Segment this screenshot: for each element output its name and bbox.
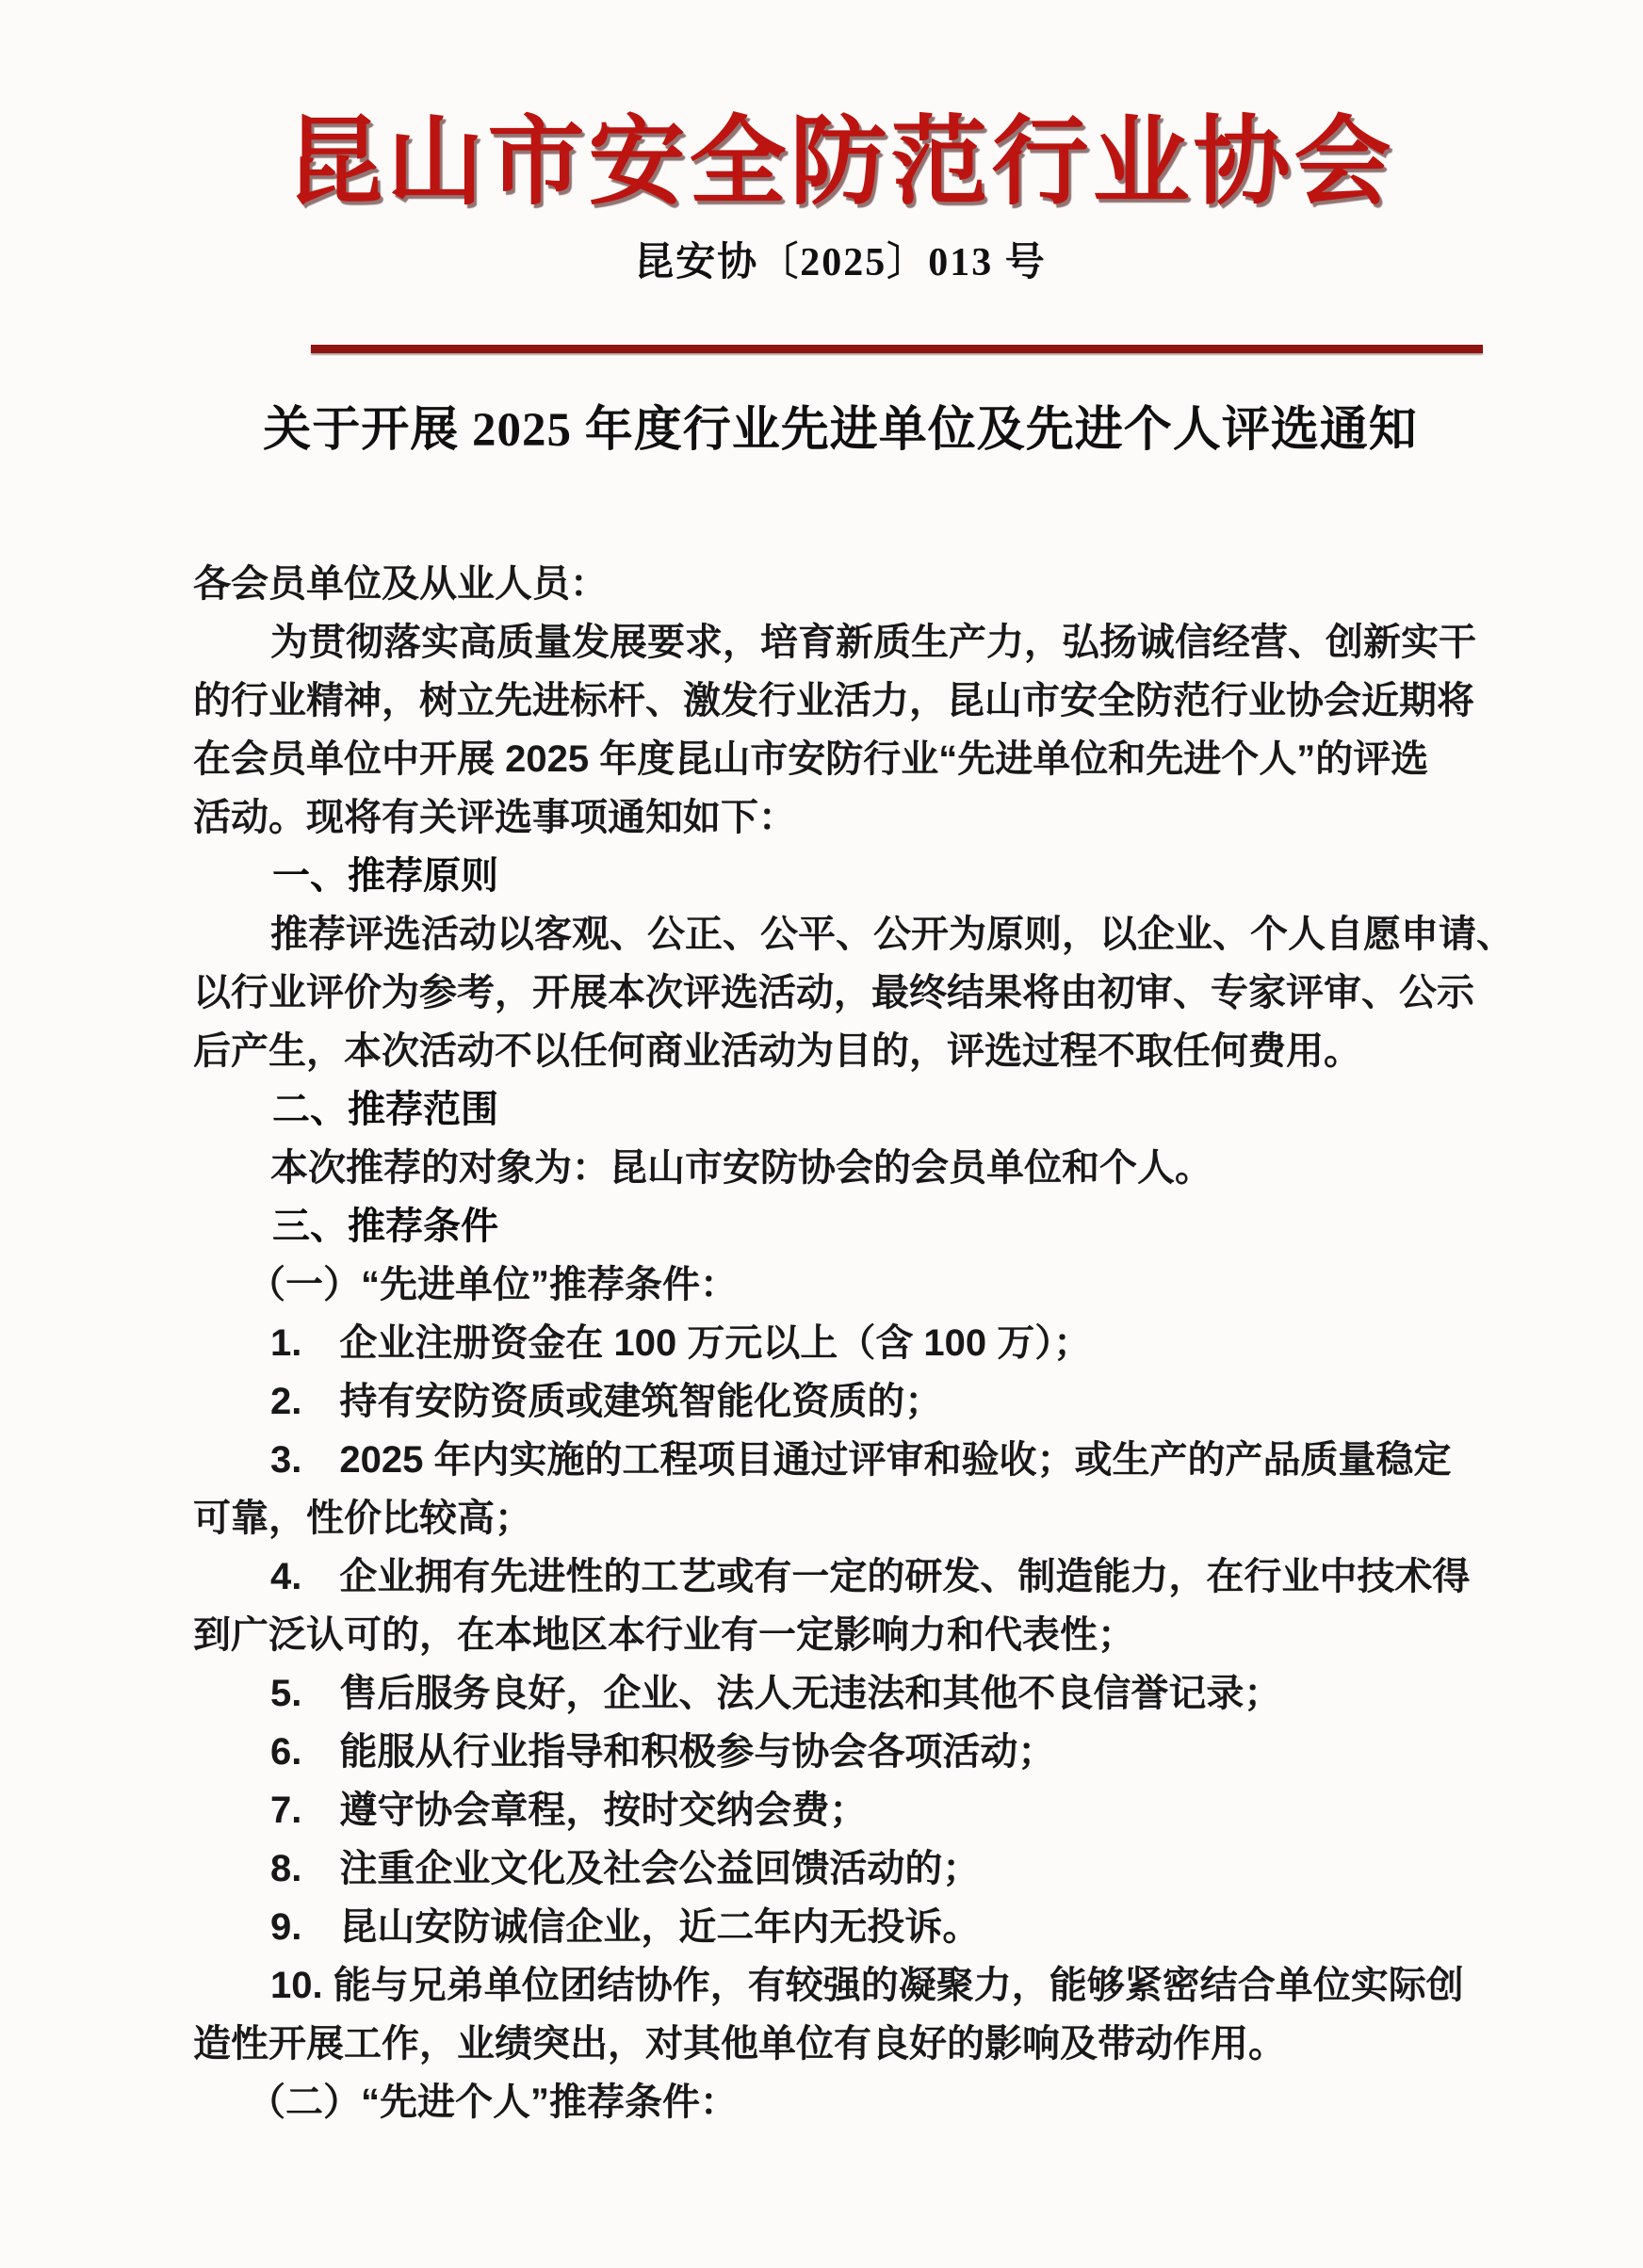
body-line: 推荐评选活动以客观、公正、公平、公开为原则，以企业、个人自愿申请、 xyxy=(270,913,1514,955)
org-title: 昆山市安全防范行业协会 xyxy=(285,109,1395,217)
body-line: 造性开展工作，业绩突出，对其他单位有良好的影响及带动作用。 xyxy=(193,2022,1286,2065)
document-body xyxy=(193,555,1514,2131)
body-line: 本次推荐的对象为：昆山市安防协会的会员单位和个人。 xyxy=(270,1146,1212,1189)
body-line: 可靠，性价比较高； xyxy=(193,1497,532,1539)
body-line: （一）“先进单位”推荐条件： xyxy=(248,1263,738,1305)
body-line: 1. 企业注册资金在 100 万元以上（含 100 万）； xyxy=(270,1321,1092,1364)
body-line: 6. 能服从行业指导和积极参与协会各项活动； xyxy=(270,1730,1056,1773)
body-line: 的行业精神，树立先进标杆、激发行业活力，昆山市安全防范行业协会近期将 xyxy=(193,679,1474,721)
body-line: 以行业评价为参考，开展本次评选活动，最终结果将由初审、专家评审、公示 xyxy=(193,971,1474,1013)
body-line: 后产生，本次活动不以任何商业活动为目的，评选过程不取任何费用。 xyxy=(193,1029,1361,1072)
body-line: 10. 能与兄弟单位团结协作，有较强的凝聚力，能够紧密结合单位实际创 xyxy=(270,1964,1464,2006)
body-line: 3. 2025 年内实施的工程项目通过评审和验收；或生产的产品质量稳定 xyxy=(270,1438,1452,1481)
body-line: （二）“先进个人”推荐条件： xyxy=(248,2081,738,2123)
body-line: 4. 企业拥有先进性的工艺或有一定的研发、制造能力，在行业中技术得 xyxy=(270,1555,1471,1597)
body-line: 5. 售后服务良好，企业、法人无违法和其他不良信誉记录； xyxy=(270,1672,1282,1714)
body-line: 在会员单位中开展 2025 年度昆山市安防行业“先进单位和先进个人”的评选 xyxy=(193,737,1429,780)
document-header xyxy=(0,105,1643,286)
body-line: 一、推荐原则 xyxy=(272,853,498,897)
notice-title: 关于开展 2025 年度行业先进单位及先进个人评选通知 xyxy=(263,403,1418,457)
body-line: 三、推荐条件 xyxy=(272,1204,498,1247)
body-line: 到广泛认可的，在本地区本行业有一定影响力和代表性； xyxy=(193,1613,1135,1656)
red-separator-line xyxy=(311,345,1483,353)
body-line: 8. 注重企业文化及社会公益回馈活动的； xyxy=(270,1847,981,1889)
body-line: 活动。现将有关评选事项通知如下： xyxy=(193,796,796,838)
body-line: 二、推荐范围 xyxy=(272,1087,498,1130)
body-line: 各会员单位及从业人员： xyxy=(193,562,608,605)
doc-number: 昆安协〔2025〕013 号 xyxy=(634,240,1047,284)
body-line: 9. 昆山安防诚信企业，近二年内无投诉。 xyxy=(270,1905,981,1948)
body-line: 2. 持有安防资质或建筑智能化资质的； xyxy=(270,1380,943,1422)
body-line: 7. 遵守协会章程，按时交纳会费； xyxy=(270,1789,868,1831)
body-line: 为贯彻落实高质量发展要求，培育新质生产力，弘扬诚信经营、创新实干 xyxy=(270,621,1476,663)
